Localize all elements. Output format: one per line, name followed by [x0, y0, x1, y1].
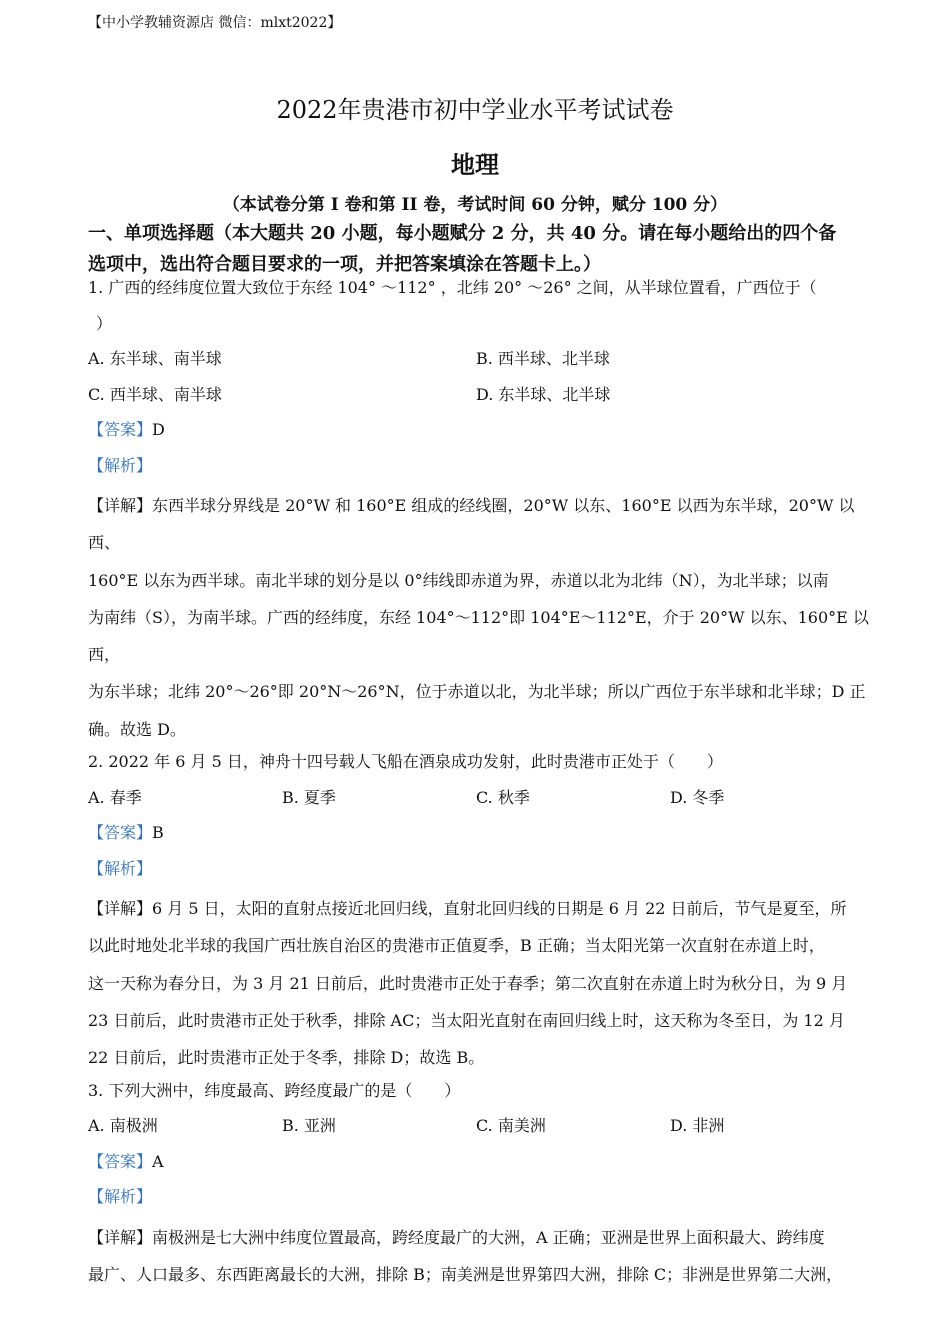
q1-option-a: A. 东半球、南半球: [88, 349, 222, 368]
q3-answer: [88, 1148, 873, 1184]
q2-detail-line-5: 22 日前后，此时贵港市正处于冬季，排除 D；故选 B。: [88, 1048, 485, 1068]
detail-label: 【详解】: [88, 1227, 153, 1247]
q1-option-c: C. 西半球、南半球: [88, 384, 222, 404]
q2-option-a: A. 春季: [88, 787, 142, 807]
q1-detail: [88, 487, 873, 748]
q2-detail: [88, 890, 873, 1076]
section-heading: [88, 218, 868, 280]
q3-stem: 3. 下列大洲中，纬度最高、跨经度最广的是（ ）: [88, 1080, 461, 1100]
q2-detail-line-1: [88, 890, 873, 927]
q3-detail-text-1: 南极洲是七大洲中纬度位置最高，跨经度最广的大洲，A 正确；亚洲是世界上面积最大、跨纬度: [152, 1227, 825, 1247]
q2-analysis: [88, 855, 873, 891]
q1-analysis: [88, 452, 873, 488]
section-line-1: 一、单项选择题（本大题共 20 小题，每小题赋分 2 分，共 40 分。请在每小题给出的四个备: [88, 223, 837, 244]
q3-options-row: [88, 1112, 873, 1148]
q1-answer-value: D: [152, 420, 165, 439]
question-body: [88, 274, 873, 1293]
q3-option-a: A. 南极洲: [88, 1116, 158, 1136]
answer-label: 【答案】: [88, 1151, 153, 1171]
q3-analysis: [88, 1183, 873, 1219]
detail-label: 【详解】: [88, 496, 153, 515]
header-note: 【中小学教辅资源店 微信：mlxt2022】: [88, 15, 342, 31]
q1-answer: [88, 416, 873, 452]
q2-detail-line-3: 这一天称为春分日，为 3 月 21 日前后，此时贵港市正处于春季；第二次直射在赤道上时为秋分日，为 9 月: [88, 973, 848, 993]
q1-option-d: D. 东半球、北半球: [476, 384, 611, 404]
q1-detail-text-1: 东西半球分界线是 20°W 和 160°E 组成的经线圈，20°W 以东、160°E 以西为东半球，20°W 以西、: [88, 496, 855, 553]
analysis-label: 【解析】: [88, 455, 153, 475]
q1-detail-line-5: 确。故选 D。: [88, 719, 186, 739]
q2-stem: 2. 2022 年 6 月 5 日，神舟十四号载人飞船在酒泉成功发射，此时贵港市正处于（ ）: [88, 752, 723, 772]
q2-option-d: D. 冬季: [670, 787, 725, 807]
analysis-label: 【解析】: [88, 1187, 153, 1207]
q3-option-b: B. 亚洲: [282, 1116, 336, 1136]
q1-detail-line-2: 160°E 以东为西半球。南北半球的划分是以 0°纬线即赤道为界，赤道以北为北纬（N），为北半球；以南: [88, 570, 829, 590]
detail-label: 【详解】: [88, 899, 153, 919]
analysis-label: 【解析】: [88, 858, 153, 878]
q3-detail-line-2: 最广、人口最多、东西距离最长的大洲，排除 B；南美洲是世界第四大洲，排除 C；非洲是世界第二大洲，: [88, 1264, 843, 1284]
exam-info: （本试卷分第 I 卷和第 II 卷，考试时间 60 分钟，赋分 100 分）: [222, 195, 728, 215]
q1-option-b: B. 西半球、北半球: [476, 349, 610, 368]
q3-detail: [88, 1219, 873, 1294]
q1-detail-line-3: 为南纬（S），为南半球。广西的经纬度，东经 104°～112°即 104°E～112°E，介于 20°W 以东、160°E 以西，: [88, 607, 869, 665]
q2-answer-value: B: [152, 823, 164, 843]
q2-options-row: [88, 784, 873, 820]
q2-answer: [88, 819, 873, 855]
q3-option-d: D. 非洲: [670, 1116, 725, 1136]
exam-title: 2022年贵港市初中学业水平考试试卷: [276, 96, 674, 124]
subject-title: 地理: [451, 150, 499, 179]
q2-option-c: C. 秋季: [476, 787, 530, 807]
q2-option-b: B. 夏季: [282, 787, 336, 807]
q2-detail-text-1: 6 月 5 日，太阳的直射点接近北回归线，直射北回归线的日期是 6 月 22 日前后，节气是夏至，所: [152, 899, 847, 919]
q1-options-row-2: [88, 381, 873, 417]
q3-option-c: C. 南美洲: [476, 1116, 546, 1136]
q1-options-row-1: [88, 345, 873, 381]
q3-detail-line-1: [88, 1219, 873, 1256]
q1-stem-line-1: 1. 广西的经纬度位置大致位于东经 104° ～112° ，北纬 20° ～26° 之间，从半球位置看，广西位于（: [88, 278, 817, 297]
q1-detail-line-4: 为东半球；北纬 20°～26°即 20°N～26°N，位于赤道以北，为北半球；所以广西位于东半球和北半球；D 正: [88, 682, 866, 702]
q1-detail-line-1: [88, 487, 873, 562]
section-line-2: 选项中，选出符合题目要求的一项，并把答案填涂在答题卡上。）: [88, 254, 601, 275]
q2-detail-line-2: 以此时地处北半球的我国广西壮族自治区的贵港市正值夏季，B 正确；当太阳光第一次直射在赤道上时，: [88, 936, 825, 956]
q1-stem-line-2: ）: [96, 313, 113, 333]
answer-label: 【答案】: [88, 420, 153, 439]
answer-label: 【答案】: [88, 823, 153, 843]
q3-answer-value: A: [152, 1151, 164, 1171]
q2-detail-line-4: 23 日前后，此时贵港市正处于秋季，排除 AC；当太阳光直射在南回归线上时，这天称为冬至日，为 12 月: [88, 1010, 845, 1030]
